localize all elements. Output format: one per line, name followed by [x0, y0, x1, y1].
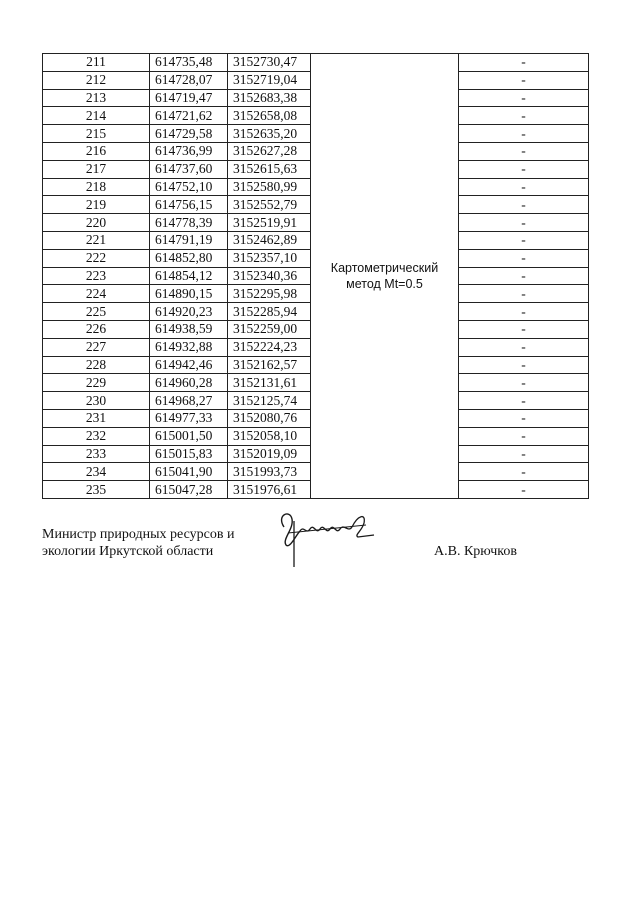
point-number-cell: 229 [43, 374, 150, 392]
y-coordinate-cell: 3152285,94 [228, 303, 311, 321]
y-coordinate-cell: 3152131,61 [228, 374, 311, 392]
note-cell: - [459, 125, 589, 143]
table-row [43, 54, 589, 72]
handwritten-signature [270, 505, 382, 571]
signer-title-line-2: экологии Иркутской области [42, 544, 214, 559]
point-number-cell: 213 [43, 89, 150, 107]
y-coordinate-cell: 3151993,73 [228, 463, 311, 481]
x-coordinate-cell: 615047,28 [150, 481, 228, 499]
note-cell: - [459, 267, 589, 285]
note-cell: - [459, 178, 589, 196]
point-number-cell: 219 [43, 196, 150, 214]
method-text-line-1: Картометрический [330, 260, 439, 275]
point-number-cell: 228 [43, 356, 150, 374]
note-cell: - [459, 392, 589, 410]
x-coordinate-cell: 614852,80 [150, 249, 228, 267]
point-number-cell: 212 [43, 71, 150, 89]
point-number-cell: 225 [43, 303, 150, 321]
y-coordinate-cell: 3152058,10 [228, 427, 311, 445]
point-number-cell: 227 [43, 338, 150, 356]
x-coordinate-cell: 614968,27 [150, 392, 228, 410]
point-number-cell: 222 [43, 249, 150, 267]
y-coordinate-cell: 3152462,89 [228, 231, 311, 249]
y-coordinate-cell: 3152730,47 [228, 54, 311, 72]
y-coordinate-cell: 3152627,28 [228, 142, 311, 160]
y-coordinate-cell: 3152683,38 [228, 89, 311, 107]
y-coordinate-cell: 3152340,36 [228, 267, 311, 285]
y-coordinate-cell: 3152259,00 [228, 320, 311, 338]
point-number-cell: 214 [43, 107, 150, 125]
note-cell: - [459, 481, 589, 499]
x-coordinate-cell: 614728,07 [150, 71, 228, 89]
point-number-cell: 235 [43, 481, 150, 499]
note-cell: - [459, 445, 589, 463]
x-coordinate-cell: 614977,33 [150, 409, 228, 427]
x-coordinate-cell: 614890,15 [150, 285, 228, 303]
x-coordinate-cell: 614920,23 [150, 303, 228, 321]
method-cell [311, 54, 459, 499]
point-number-cell: 226 [43, 320, 150, 338]
note-cell: - [459, 427, 589, 445]
x-coordinate-cell: 614719,47 [150, 89, 228, 107]
note-cell: - [459, 89, 589, 107]
note-cell: - [459, 107, 589, 125]
y-coordinate-cell: 3152162,57 [228, 356, 311, 374]
y-coordinate-cell: 3152658,08 [228, 107, 311, 125]
coordinates-table [42, 53, 589, 499]
y-coordinate-cell: 3152357,10 [228, 249, 311, 267]
coordinates-table-body [43, 54, 589, 499]
note-cell: - [459, 463, 589, 481]
note-cell: - [459, 320, 589, 338]
note-cell: - [459, 160, 589, 178]
point-number-cell: 224 [43, 285, 150, 303]
point-number-cell: 215 [43, 125, 150, 143]
note-cell: - [459, 142, 589, 160]
point-number-cell: 220 [43, 214, 150, 232]
x-coordinate-cell: 614932,88 [150, 338, 228, 356]
note-cell: - [459, 338, 589, 356]
note-cell: - [459, 285, 589, 303]
y-coordinate-cell: 3152615,63 [228, 160, 311, 178]
y-coordinate-cell: 3152080,76 [228, 409, 311, 427]
y-coordinate-cell: 3151976,61 [228, 481, 311, 499]
point-number-cell: 221 [43, 231, 150, 249]
point-number-cell: 233 [43, 445, 150, 463]
note-cell: - [459, 374, 589, 392]
y-coordinate-cell: 3152295,98 [228, 285, 311, 303]
y-coordinate-cell: 3152019,09 [228, 445, 311, 463]
point-number-cell: 216 [43, 142, 150, 160]
x-coordinate-cell: 615001,50 [150, 427, 228, 445]
x-coordinate-cell: 614938,59 [150, 320, 228, 338]
note-cell: - [459, 409, 589, 427]
x-coordinate-cell: 615015,83 [150, 445, 228, 463]
x-coordinate-cell: 614854,12 [150, 267, 228, 285]
x-coordinate-cell: 614960,28 [150, 374, 228, 392]
y-coordinate-cell: 3152224,23 [228, 338, 311, 356]
point-number-cell: 217 [43, 160, 150, 178]
x-coordinate-cell: 614721,62 [150, 107, 228, 125]
y-coordinate-cell: 3152125,74 [228, 392, 311, 410]
note-cell: - [459, 356, 589, 374]
point-number-cell: 231 [43, 409, 150, 427]
x-coordinate-cell: 614736,99 [150, 142, 228, 160]
x-coordinate-cell: 614942,46 [150, 356, 228, 374]
signer-name: А.В. Крючков [434, 544, 517, 559]
y-coordinate-cell: 3152635,20 [228, 125, 311, 143]
x-coordinate-cell: 614756,15 [150, 196, 228, 214]
note-cell: - [459, 303, 589, 321]
point-number-cell: 211 [43, 54, 150, 72]
note-cell: - [459, 249, 589, 267]
signer-title-line-1: Министр природных ресурсов и [42, 527, 235, 542]
point-number-cell: 223 [43, 267, 150, 285]
note-cell: - [459, 231, 589, 249]
y-coordinate-cell: 3152719,04 [228, 71, 311, 89]
note-cell: - [459, 214, 589, 232]
x-coordinate-cell: 614752,10 [150, 178, 228, 196]
x-coordinate-cell: 614791,19 [150, 231, 228, 249]
point-number-cell: 234 [43, 463, 150, 481]
y-coordinate-cell: 3152552,79 [228, 196, 311, 214]
note-cell: - [459, 71, 589, 89]
point-number-cell: 218 [43, 178, 150, 196]
point-number-cell: 230 [43, 392, 150, 410]
note-cell: - [459, 54, 589, 72]
method-text-line-2: метод Mt=0.5 [346, 276, 423, 291]
y-coordinate-cell: 3152519,91 [228, 214, 311, 232]
y-coordinate-cell: 3152580,99 [228, 178, 311, 196]
x-coordinate-cell: 614735,48 [150, 54, 228, 72]
x-coordinate-cell: 614737,60 [150, 160, 228, 178]
x-coordinate-cell: 614778,39 [150, 214, 228, 232]
x-coordinate-cell: 614729,58 [150, 125, 228, 143]
x-coordinate-cell: 615041,90 [150, 463, 228, 481]
point-number-cell: 232 [43, 427, 150, 445]
note-cell: - [459, 196, 589, 214]
